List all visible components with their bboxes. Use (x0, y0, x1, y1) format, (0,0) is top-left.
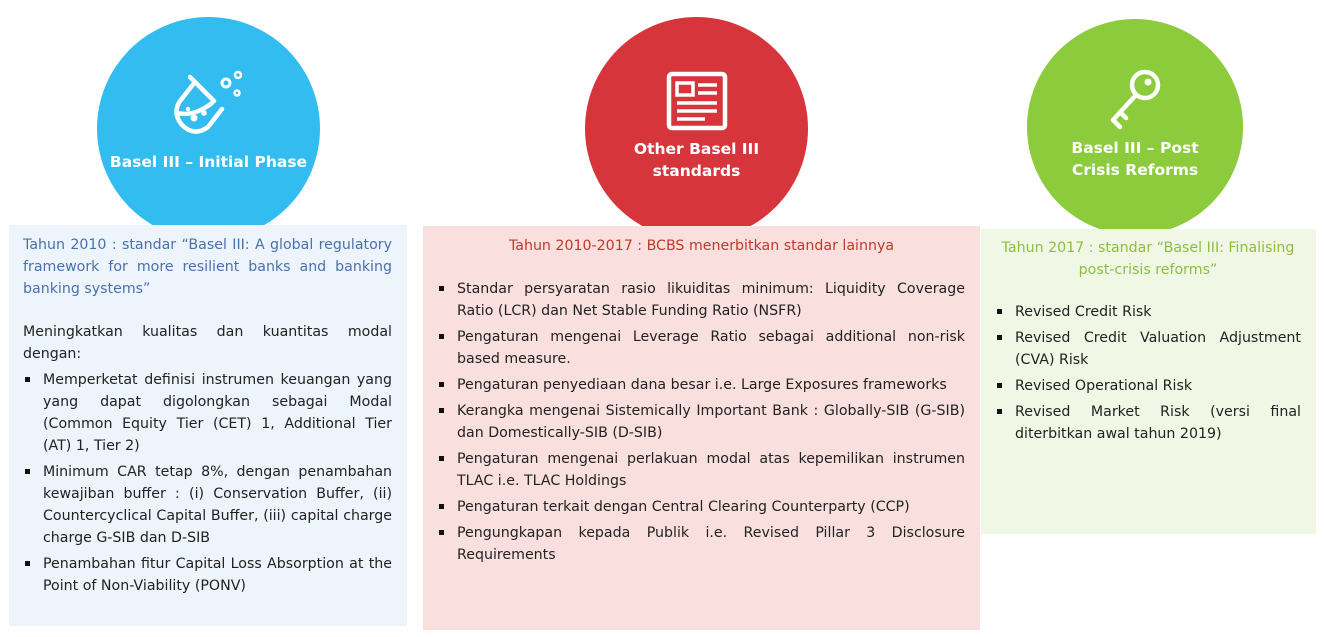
phase-title: Basel III – Initial Phase (109, 152, 308, 171)
phase-lead: Meningkatkan kualitas dan kuantitas modal dengan: (23, 324, 392, 362)
phase-items (437, 278, 965, 570)
phase-circle-post-crisis (1027, 19, 1243, 235)
phase-items (995, 301, 1301, 449)
list-item: Pengaturan penyediaan dana besar i.e. Large Exposures frameworks (437, 374, 965, 396)
phase-intro: Tahun 2010 : standar “Basel III: A global regulatory framework for more resilient banks and banking banking systems” (23, 237, 392, 297)
flask-icon (164, 65, 254, 145)
phase-panel-initial (9, 225, 407, 626)
list-item: Pengaturan mengenai Leverage Ratio sebagai additional non-risk based measure. (437, 326, 965, 370)
phase-circle-initial (97, 17, 320, 240)
phase-intro: Tahun 2017 : standar “Basel III: Finalising post-crisis reforms” (1001, 240, 1295, 278)
list-item: Memperketat definisi instrumen keuangan yang yang dapat digolongkan sebagai Modal (Common Equity Tier (CET) 1, Additional Tier (AT) 1, Tier 2) (23, 369, 392, 457)
key-icon (1105, 67, 1165, 131)
list-item: Kerangka mengenai Sistemically Important Bank : Globally-SIB (G-SIB) dan Domestically-SIB (D-SIB) (437, 400, 965, 444)
document-icon (665, 70, 729, 132)
list-item: Revised Credit Valuation Adjustment (CVA) Risk (995, 327, 1301, 371)
list-item: Pengaturan mengenai perlakuan modal atas kepemilikan instrumen TLAC i.e. TLAC Holdings (437, 448, 965, 492)
list-item: Minimum CAR tetap 8%, dengan penambahan kewajiban buffer : (i) Conservation Buffer, (ii) Countercyclical Capital Buffer, (iii) capital charge charge G-SIB dan D-SIB (23, 461, 392, 549)
phase-circle-other (585, 17, 808, 240)
list-item: Pengungkapan kepada Publik i.e. Revised Pillar 3 Disclosure Requirements (437, 522, 965, 566)
list-item: Revised Market Risk (versi final diterbitkan awal tahun 2019) (995, 401, 1301, 445)
phase-panel-other (423, 226, 980, 630)
phase-intro: Tahun 2010-2017 : BCBS menerbitkan standar lainnya (508, 238, 895, 254)
list-item: Revised Operational Risk (995, 375, 1301, 397)
list-item: Revised Credit Risk (995, 301, 1301, 323)
phase-items (23, 369, 392, 601)
phase-panel-post-crisis (981, 229, 1316, 534)
phase-title: Other Basel III standards (633, 139, 760, 180)
phase-title: Basel III – Post Crisis Reforms (1071, 139, 1199, 179)
list-item: Penambahan fitur Capital Loss Absorption at the Point of Non-Viability (PONV) (23, 553, 392, 597)
list-item: Pengaturan terkait dengan Central Clearing Counterparty (CCP) (437, 496, 965, 518)
list-item: Standar persyaratan rasio likuiditas minimum: Liquidity Coverage Ratio (LCR) dan Net Stable Funding Ratio (NSFR) (437, 278, 965, 322)
